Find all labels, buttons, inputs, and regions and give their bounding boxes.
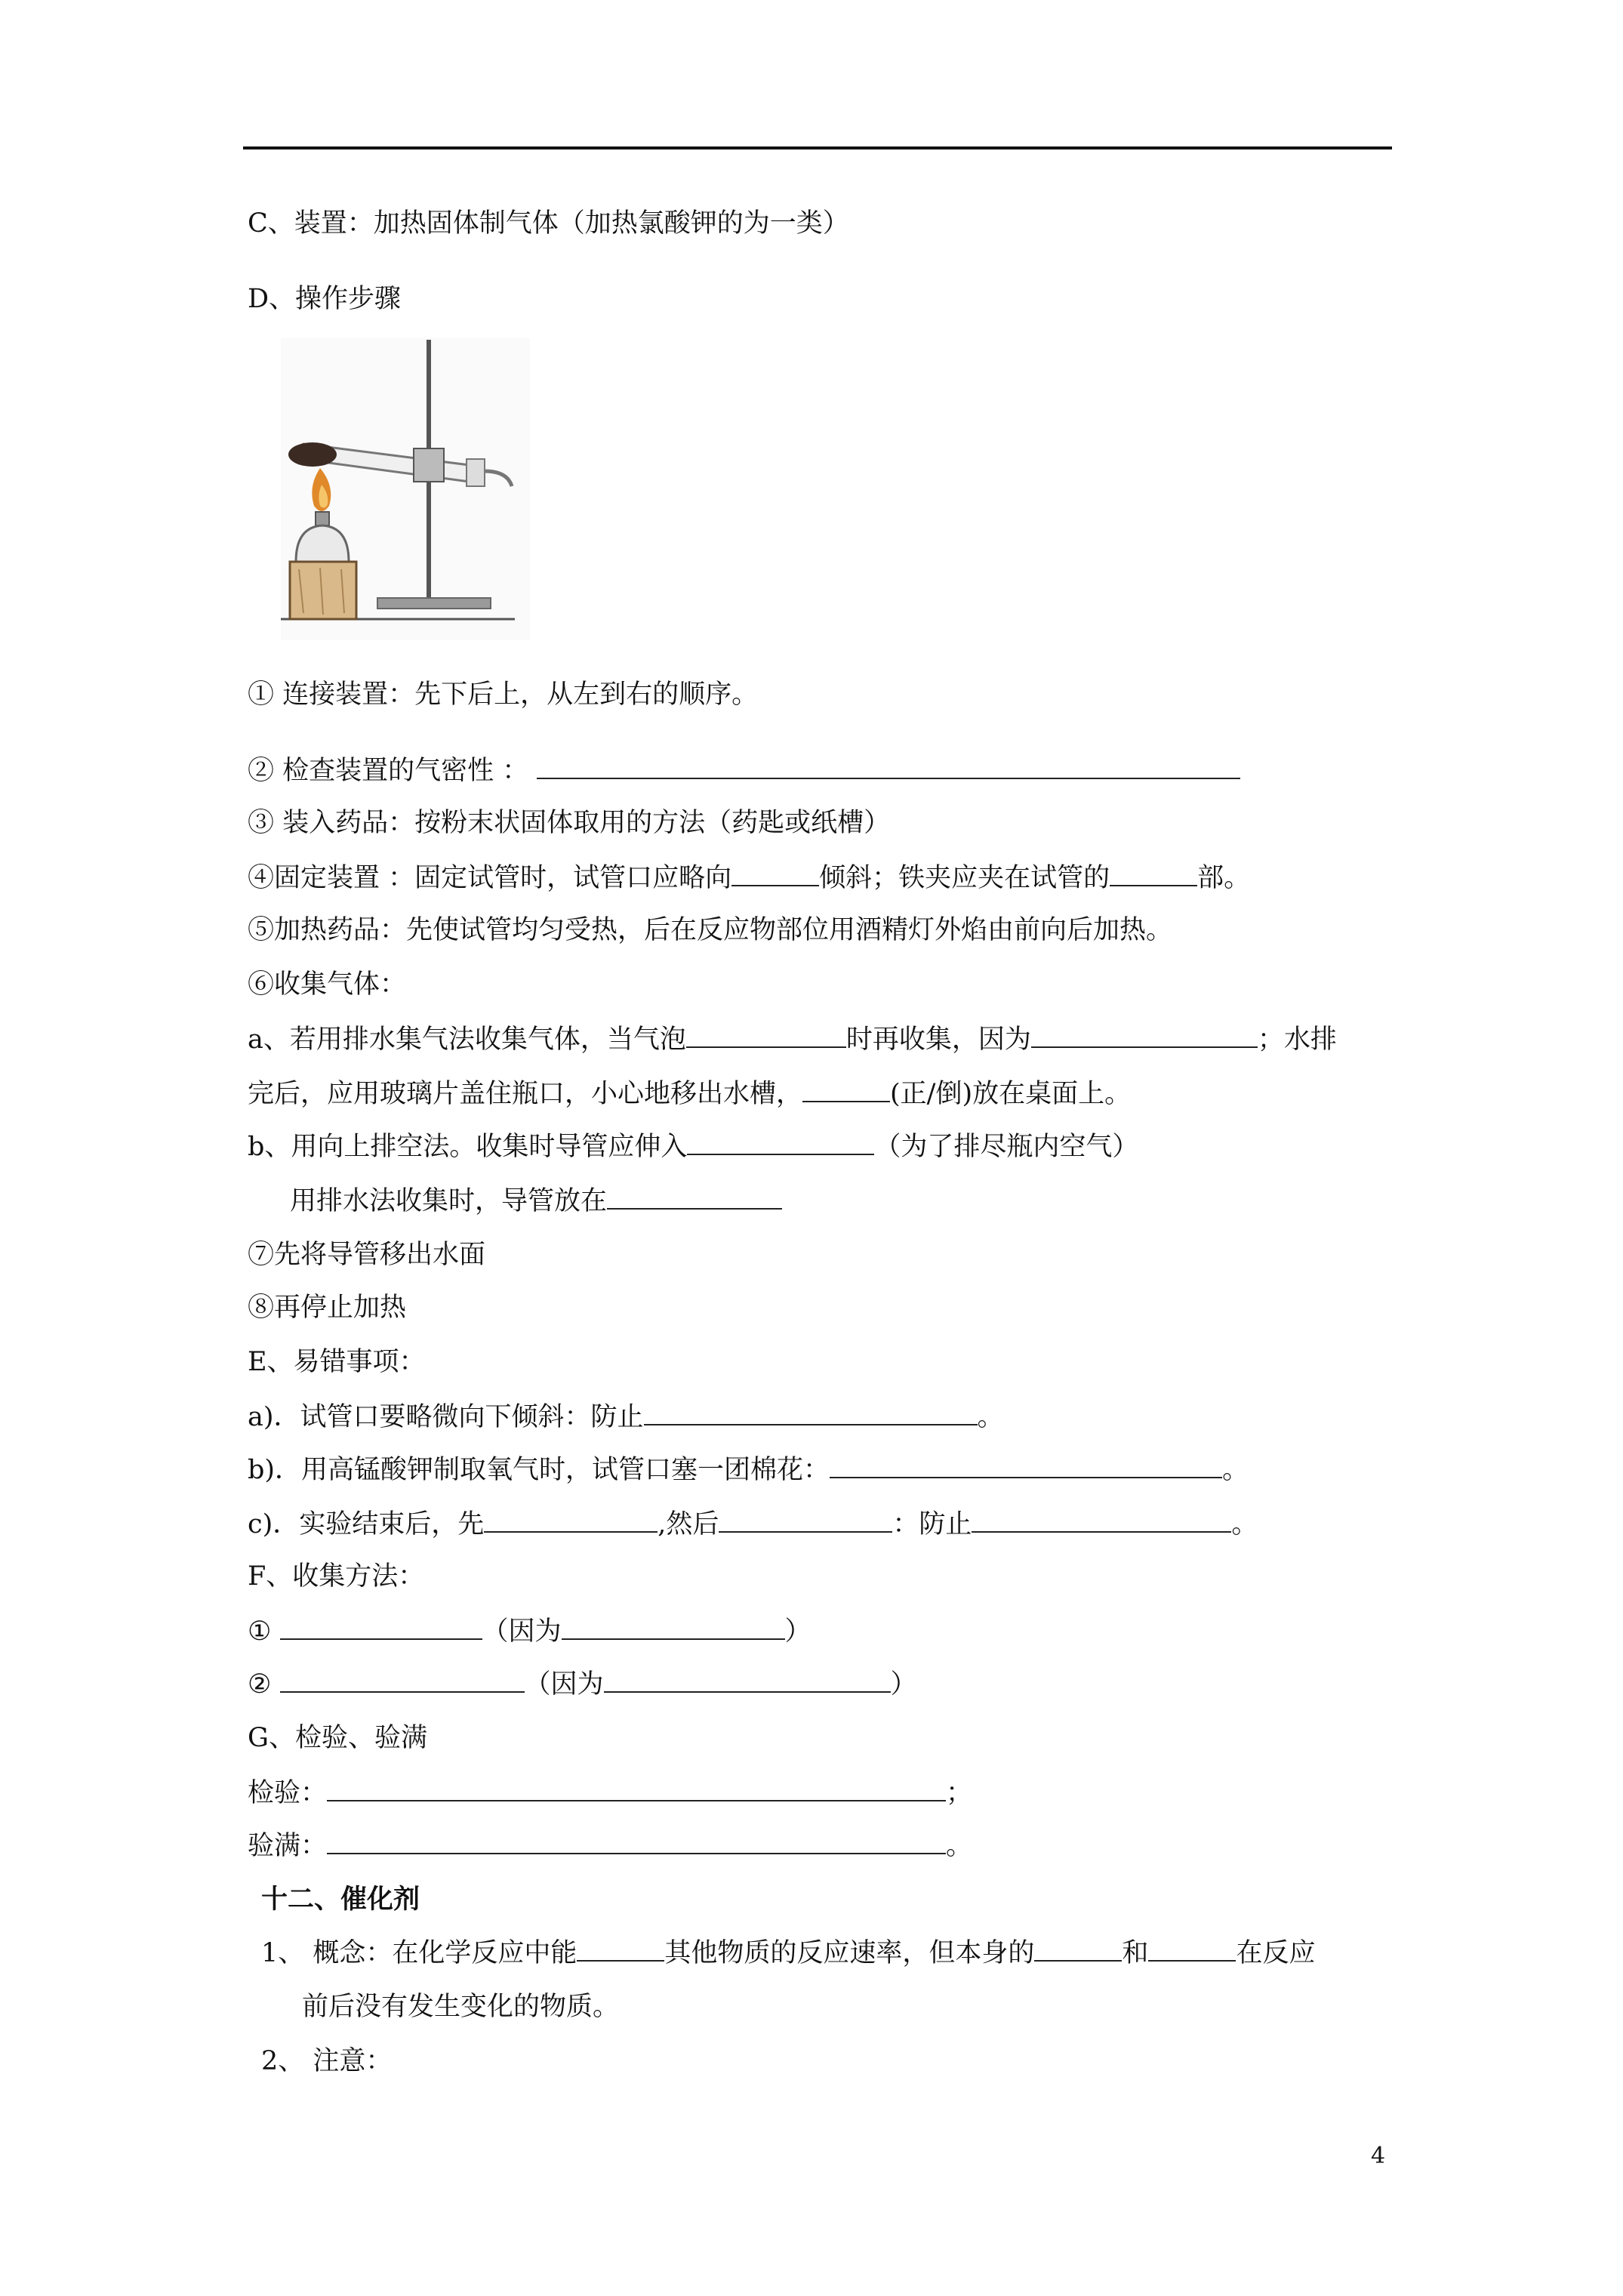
- answer-blank[interactable]: [830, 1451, 1222, 1478]
- answer-blank[interactable]: [1110, 859, 1197, 886]
- text-line: G、检验、验满: [248, 1723, 427, 1753]
- answer-blank[interactable]: [484, 1505, 658, 1533]
- text-line: 完后，应用玻璃片盖住瓶口，小心地移出水槽， (正/倒)放在桌面上。: [248, 1075, 1131, 1112]
- text-line: ② （因为 ）: [248, 1666, 917, 1703]
- answer-blank[interactable]: [327, 1827, 946, 1854]
- page-number: 4: [1371, 2143, 1386, 2169]
- heating-apparatus-figure: [281, 338, 530, 640]
- answer-blank[interactable]: [686, 1021, 846, 1048]
- text-line: ③ 装入药品：按粉末状固体取用的方法（药匙或纸槽）: [248, 808, 891, 838]
- text-line: ⑦先将导管移出水面: [248, 1240, 486, 1270]
- answer-blank[interactable]: [280, 1666, 525, 1693]
- text-line: 前后没有发生变化的物质。: [302, 1992, 620, 2022]
- answer-blank[interactable]: [1031, 1021, 1258, 1048]
- text-line: ⑥收集气体：: [248, 969, 407, 1000]
- answer-blank[interactable]: [687, 1128, 874, 1155]
- text-line: ② 检查装置的气密性 ：: [248, 752, 1240, 789]
- text-line: a)．试管口要略微向下倾斜：防止 。: [248, 1398, 1004, 1435]
- text-line: 2、 注意：: [261, 2046, 393, 2076]
- answer-blank[interactable]: [719, 1505, 892, 1533]
- text-line: 1、 概念：在化学反应中能 其他物质的反应速率，但本身的 和 在反应: [261, 1934, 1315, 1971]
- answer-blank[interactable]: [1148, 1934, 1236, 1962]
- answer-blank[interactable]: [604, 1666, 891, 1693]
- text-line: b、用向上排空法。收集时导管应伸入 （为了排尽瓶内空气）: [248, 1128, 1138, 1165]
- text-line: 用排水法收集时，导管放在: [290, 1182, 782, 1219]
- answer-blank[interactable]: [537, 752, 1240, 779]
- header-rule: [243, 146, 1392, 149]
- text-line: ① （因为 ）: [248, 1613, 812, 1650]
- answer-blank[interactable]: [972, 1505, 1231, 1533]
- answer-blank[interactable]: [802, 1075, 890, 1102]
- text-line: C、装置：加热固体制气体（加热氯酸钾的为一类）: [248, 208, 849, 239]
- text-line: c)．实验结束后，先 ,然后 ：防止 。: [248, 1505, 1258, 1542]
- text-line: ⑧再停止加热: [248, 1293, 407, 1323]
- section-heading: 十二、催化剂: [261, 1884, 420, 1915]
- answer-blank[interactable]: [562, 1613, 785, 1640]
- text-line: E、易错事项：: [248, 1347, 426, 1377]
- answer-blank[interactable]: [731, 859, 819, 886]
- answer-blank[interactable]: [577, 1934, 664, 1962]
- answer-blank[interactable]: [280, 1613, 482, 1640]
- text-line: b)．用高锰酸钾制取氧气时，试管口塞一团棉花： 。: [248, 1451, 1249, 1488]
- text-line: a、若用排水集气法收集气体，当气泡 时再收集，因为 ；水排: [248, 1021, 1337, 1058]
- text-line: ④固定装置 ：固定试管时，试管口应略向 倾斜；铁夹应夹在试管的 部。: [248, 859, 1250, 896]
- answer-blank[interactable]: [644, 1398, 978, 1425]
- answer-blank[interactable]: [607, 1182, 782, 1210]
- text-line: 验满： 。: [248, 1827, 972, 1864]
- text-line: 检验： ；: [248, 1774, 972, 1811]
- answer-blank[interactable]: [327, 1774, 946, 1801]
- text-line: ⑤加热药品：先使试管均匀受热，后在反应物部位用酒精灯外焰由前向后加热。: [248, 915, 1173, 945]
- text-line: D、操作步骤: [248, 284, 402, 314]
- text-line: ① 连接装置：先下后上，从左到右的顺序。: [248, 680, 759, 710]
- text-line: F、收集方法：: [248, 1561, 425, 1592]
- answer-blank[interactable]: [1034, 1934, 1122, 1962]
